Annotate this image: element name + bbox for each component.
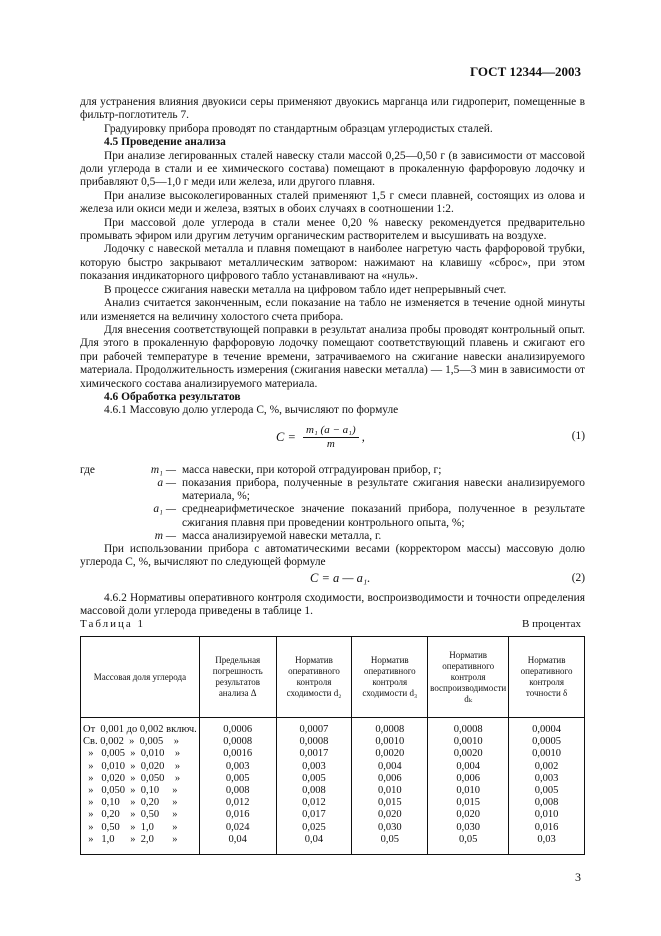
formula-tail: , bbox=[361, 429, 365, 444]
formula-text: C = a — a₁. bbox=[310, 570, 371, 585]
table-cell: 0,015 bbox=[456, 797, 480, 809]
table-cell: 0,008 bbox=[534, 797, 559, 809]
table-cell: 0,0007 bbox=[299, 724, 329, 735]
table-cell: 0,0016 bbox=[223, 748, 253, 760]
table-cell: » 0,010 » 0,020 » bbox=[83, 760, 181, 772]
paragraph: Для внесения соответствующей поправки в результат анализа пробы проводят контрольный опыт. Для этого в прокаленную фарфоровую лодочку помещают соответствующий плавень и сжигают его при рабочей температуре в течение времени, затрачиваемого на сжигание навески анализируемого материала. Продолжительность измерения (сжигания навески металла) — 1,5—3 мин в зависимости от химического состава анализируемого материала. bbox=[80, 323, 585, 390]
column-d3 bbox=[352, 718, 428, 855]
column-delta bbox=[199, 718, 276, 855]
table-cell: 0,020 bbox=[456, 809, 480, 821]
column-header: Предельная погрешность результатов анализа Δ bbox=[199, 637, 276, 718]
table-header-row bbox=[81, 637, 585, 718]
page-number: 3 bbox=[575, 870, 581, 884]
formula-denominator: m bbox=[326, 438, 335, 451]
paragraph: Градуировку прибора проводят по стандартным образцам углеродистых сталей. bbox=[104, 122, 493, 135]
formula-2 bbox=[80, 570, 585, 592]
table-cell: 0,004 bbox=[456, 760, 480, 772]
table-cell: 0,0008 bbox=[453, 724, 483, 735]
where-symbol: a — bbox=[157, 476, 176, 489]
table-cell: 0,0006 bbox=[223, 724, 253, 735]
table-cell: 0,0008 bbox=[223, 736, 253, 748]
table-cell: 0,04 bbox=[304, 833, 324, 845]
section-heading: 4.5 Проведение анализа bbox=[104, 136, 226, 149]
section-heading: 4.6 Обработка результатов bbox=[104, 390, 241, 403]
table-cell: 0,003 bbox=[534, 772, 559, 784]
equation-number: (2) bbox=[571, 571, 585, 584]
formula-fraction bbox=[303, 424, 359, 452]
table-cell: » 0,20 » 0,50 » bbox=[83, 809, 178, 821]
table-cell: 0,024 bbox=[225, 821, 250, 833]
table-cell: 0,003 bbox=[302, 760, 326, 772]
table-cell: 0,002 bbox=[534, 760, 559, 772]
table-cell: » 0,50 » 1,0 » bbox=[83, 821, 178, 833]
table-cell: 0,005 bbox=[225, 772, 250, 784]
table-unit: В процентах bbox=[522, 618, 581, 630]
where-text: показания прибора, полученные в результате сжигания навески анализируемого материала, %; bbox=[182, 476, 585, 503]
where-text: масса анализируемой навески металла, г. bbox=[182, 529, 382, 542]
table-cell: 0,008 bbox=[225, 785, 250, 797]
table-cell: 0,010 bbox=[377, 785, 402, 797]
table-cell: 0,016 bbox=[225, 809, 250, 821]
column-header: Норматив оперативного контроля воспроизводимости dₖ bbox=[428, 637, 509, 718]
table-cell: 0,003 bbox=[225, 760, 250, 772]
table-cell: 0,004 bbox=[377, 760, 402, 772]
where-label: где bbox=[80, 463, 95, 476]
table-cell: 0,0010 bbox=[453, 736, 483, 748]
table-cell: 0,05 bbox=[380, 833, 399, 845]
table-cell: 0,015 bbox=[377, 797, 402, 809]
column-dk bbox=[428, 718, 509, 855]
table-caption: Таблица 1 bbox=[80, 618, 146, 630]
table-cell: 0,03 bbox=[537, 833, 556, 845]
table-cell: 0,0010 bbox=[375, 736, 405, 748]
table-cell: 0,010 bbox=[456, 785, 480, 797]
column-precision bbox=[509, 718, 585, 855]
equation-number: (1) bbox=[571, 429, 585, 442]
table-cell: » 0,005 » 0,010 » bbox=[83, 748, 181, 760]
table-cell: 0,012 bbox=[302, 797, 326, 809]
where-text: среднеарифметическое значение показаний прибора, полученное в результате сжигания плавня при проведении контрольного опыта, %; bbox=[182, 503, 585, 529]
table-cell: » 0,10 » 0,20 » bbox=[83, 797, 178, 809]
table-cell: 0,005 bbox=[534, 785, 559, 797]
paragraph: 4.6.1 Массовую долю углерода С, %, вычисляют по формуле bbox=[104, 404, 399, 417]
where-symbol: m₁ — bbox=[150, 463, 176, 476]
paragraph: В процессе сжигания навески металла на цифровом табло идет непрерывный счет. bbox=[104, 283, 507, 296]
table-cell: 0,012 bbox=[225, 797, 250, 809]
paragraph: Анализ считается законченным, если показание на табло не изменяется в течение одной минуты или изменяется на величину холостого счета прибора. bbox=[80, 297, 585, 323]
formula-numerator: m₁ (a − a₁) bbox=[303, 424, 359, 438]
table-cell: 0,025 bbox=[302, 821, 326, 833]
table-cell: 0,020 bbox=[377, 809, 402, 821]
paragraph: При анализе высоколегированных сталей применяют 1,5 г смеси плавней, состоящих из олова и железа или окиси меди и железа, взятых в обоих случаях в соотношении 1:2. bbox=[80, 189, 585, 216]
table-cell: 0,0020 bbox=[453, 748, 483, 760]
table-cell: 0,05 bbox=[458, 833, 478, 845]
column-header: Норматив оперативного контроля сходимости d₃ bbox=[352, 637, 428, 718]
formula-1 bbox=[80, 418, 585, 464]
table-cell: » 1,0 » 2,0 » bbox=[83, 833, 178, 845]
column-d2 bbox=[276, 718, 352, 855]
table-cell: » 0,020 » 0,050 » bbox=[83, 772, 181, 784]
paragraph: При анализе легированных сталей навеску стали массой 0,25—0,50 г (в зависимости от массовой доли углерода в стали и ее химического состава) помещают в прокаленную фарфоровую лодочку и прибавляют 0,5—1,0 г меди или железа, или другого плавня. bbox=[80, 149, 585, 189]
table-cell: 0,030 bbox=[377, 821, 402, 833]
where-list bbox=[80, 464, 585, 543]
column-ranges bbox=[81, 718, 200, 855]
paragraph: Лодочку с навеской металла и плавня помещают в наиболее нагретую часть фарфоровой трубки, которую быстро закрывают металлическим затвором: нажимают на клавишу «сброс», при этом показания индикаторного цифрового табло устанавливают на «нуль». bbox=[80, 243, 585, 283]
table-cell: 0,0008 bbox=[375, 724, 405, 735]
norms-table bbox=[80, 636, 585, 855]
paragraph: 4.6.2 Нормативы оперативного контроля сходимости, воспроизводимости и точности определения массовой доли углерода приведены в таблице 1. bbox=[80, 591, 585, 618]
table-cell: 0,0005 bbox=[532, 736, 562, 748]
table-cell: 0,0010 bbox=[532, 748, 562, 760]
table-cell: 0,006 bbox=[456, 772, 480, 784]
table-cell: 0,010 bbox=[534, 809, 559, 821]
table-body-row bbox=[81, 718, 585, 855]
table-cell: 0,0017 bbox=[299, 748, 329, 760]
column-header: Норматив оперативного контроля сходимости d₂ bbox=[276, 637, 352, 718]
table-cell: 0,005 bbox=[302, 772, 326, 784]
table-cell: 0,016 bbox=[534, 821, 559, 833]
table-cell: 0,008 bbox=[302, 785, 326, 797]
where-text: масса навески, при которой отградуирован прибор, г; bbox=[182, 463, 442, 476]
table-cell: 0,0004 bbox=[532, 724, 562, 735]
page-body bbox=[80, 96, 585, 619]
table-cell: » 0,050 » 0,10 » bbox=[83, 785, 178, 797]
table-cell: 0,030 bbox=[456, 821, 480, 833]
table-cell: 0,017 bbox=[302, 809, 326, 821]
where-symbol: a₁ — bbox=[153, 503, 176, 516]
formula-lhs: C = bbox=[276, 429, 296, 444]
table-cell: От 0,001 до 0,002 включ. bbox=[83, 724, 197, 735]
paragraph: При использовании прибора с автоматическими весами (корректором массы) массовую долю углерода С, %, вычисляют по следующей формуле bbox=[80, 542, 585, 569]
column-header: Норматив оперативного контроля точности δ bbox=[509, 637, 585, 718]
table-cell: 0,04 bbox=[228, 833, 247, 845]
paragraph: При массовой доле углерода в стали менее 0,20 % навеску рекомендуется предварительно промывать эфиром или другим летучим органическим растворителем и высушивать на воздухе. bbox=[80, 216, 585, 243]
where-symbol: m — bbox=[154, 529, 176, 542]
table-cell: 0,0020 bbox=[375, 748, 405, 760]
table-cell: 0,006 bbox=[377, 772, 402, 784]
table-cell: Св. 0,002 » 0,005 » bbox=[83, 736, 179, 748]
column-header: Массовая доля углерода bbox=[81, 637, 200, 718]
table-cell: 0,0008 bbox=[299, 736, 329, 748]
document-id: ГОСТ 12344—2003 bbox=[469, 64, 581, 79]
paragraph: для устранения влияния двуокиси серы применяют двуокись марганца или гидроперит, помещенные в фильтр-поглотитель 7. bbox=[80, 96, 585, 122]
